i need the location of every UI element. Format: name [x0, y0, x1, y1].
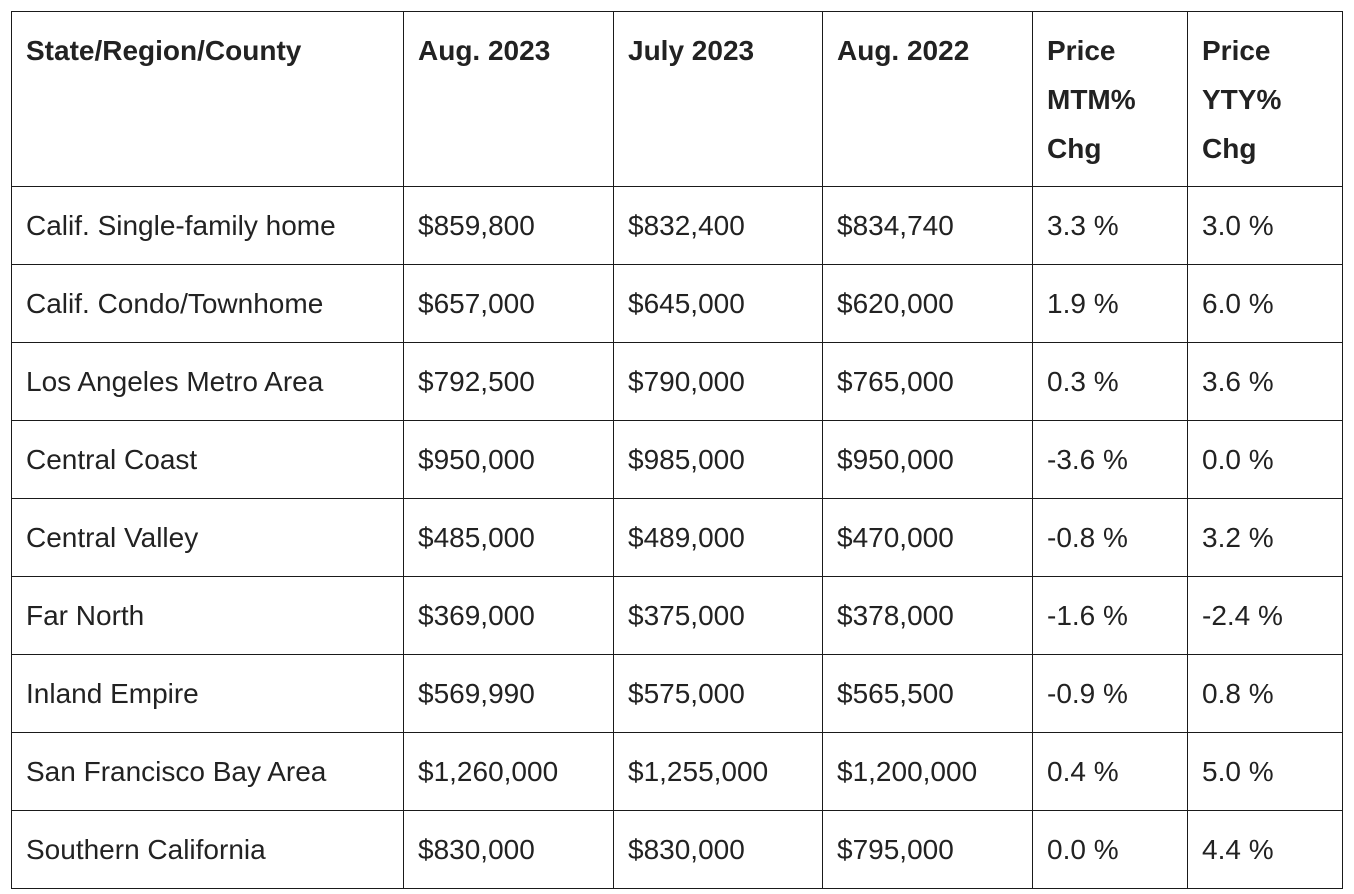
aug-2023-cell: $569,990	[404, 655, 614, 733]
header-july-2023: July 2023	[614, 12, 823, 187]
table-row	[12, 811, 1343, 889]
yty-change-cell: 0.0 %	[1188, 421, 1343, 499]
header-region: State/Region/County	[12, 12, 404, 187]
aug-2022-cell: $378,000	[823, 577, 1033, 655]
table-row	[12, 187, 1343, 265]
aug-2022-cell: $834,740	[823, 187, 1033, 265]
table-header-row	[12, 12, 1343, 187]
region-cell: Southern California	[12, 811, 404, 889]
aug-2022-cell: $620,000	[823, 265, 1033, 343]
aug-2023-cell: $485,000	[404, 499, 614, 577]
aug-2022-cell: $1,200,000	[823, 733, 1033, 811]
aug-2023-cell: $792,500	[404, 343, 614, 421]
aug-2023-cell: $657,000	[404, 265, 614, 343]
header-aug-2022: Aug. 2022	[823, 12, 1033, 187]
aug-2022-cell: $795,000	[823, 811, 1033, 889]
july-2023-cell: $375,000	[614, 577, 823, 655]
aug-2023-cell: $859,800	[404, 187, 614, 265]
header-mtm-change	[1033, 12, 1188, 187]
median-price-table	[11, 11, 1343, 889]
header-aug-2023: Aug. 2023	[404, 12, 614, 187]
region-cell: Calif. Single-family home	[12, 187, 404, 265]
header-mtm-change-text: Price MTM% Chg	[1047, 35, 1136, 164]
region-cell: Calif. Condo/Townhome	[12, 265, 404, 343]
mtm-change-cell: 0.3 %	[1033, 343, 1188, 421]
aug-2022-cell: $470,000	[823, 499, 1033, 577]
table-row	[12, 733, 1343, 811]
july-2023-cell: $790,000	[614, 343, 823, 421]
table-body	[12, 187, 1343, 889]
table-row	[12, 421, 1343, 499]
mtm-change-cell: -0.9 %	[1033, 655, 1188, 733]
aug-2022-cell: $765,000	[823, 343, 1033, 421]
july-2023-cell: $575,000	[614, 655, 823, 733]
mtm-change-cell: 0.0 %	[1033, 811, 1188, 889]
table-row	[12, 499, 1343, 577]
mtm-change-cell: 3.3 %	[1033, 187, 1188, 265]
yty-change-cell: 3.0 %	[1188, 187, 1343, 265]
region-cell: Central Coast	[12, 421, 404, 499]
region-cell: Los Angeles Metro Area	[12, 343, 404, 421]
july-2023-cell: $1,255,000	[614, 733, 823, 811]
table-row	[12, 577, 1343, 655]
mtm-change-cell: 1.9 %	[1033, 265, 1188, 343]
yty-change-cell: 0.8 %	[1188, 655, 1343, 733]
aug-2023-cell: $1,260,000	[404, 733, 614, 811]
yty-change-cell: -2.4 %	[1188, 577, 1343, 655]
price-table-container	[11, 11, 1342, 889]
aug-2022-cell: $950,000	[823, 421, 1033, 499]
region-cell: Central Valley	[12, 499, 404, 577]
july-2023-cell: $985,000	[614, 421, 823, 499]
region-cell: Inland Empire	[12, 655, 404, 733]
mtm-change-cell: -1.6 %	[1033, 577, 1188, 655]
mtm-change-cell: 0.4 %	[1033, 733, 1188, 811]
yty-change-cell: 4.4 %	[1188, 811, 1343, 889]
july-2023-cell: $830,000	[614, 811, 823, 889]
header-yty-change	[1188, 12, 1343, 187]
yty-change-cell: 3.6 %	[1188, 343, 1343, 421]
region-cell: Far North	[12, 577, 404, 655]
july-2023-cell: $489,000	[614, 499, 823, 577]
table-row	[12, 655, 1343, 733]
july-2023-cell: $832,400	[614, 187, 823, 265]
header-yty-change-text: Price YTY% Chg	[1202, 35, 1282, 164]
yty-change-cell: 3.2 %	[1188, 499, 1343, 577]
table-row	[12, 343, 1343, 421]
mtm-change-cell: -3.6 %	[1033, 421, 1188, 499]
aug-2023-cell: $830,000	[404, 811, 614, 889]
aug-2022-cell: $565,500	[823, 655, 1033, 733]
table-row	[12, 265, 1343, 343]
july-2023-cell: $645,000	[614, 265, 823, 343]
region-cell: San Francisco Bay Area	[12, 733, 404, 811]
yty-change-cell: 6.0 %	[1188, 265, 1343, 343]
aug-2023-cell: $950,000	[404, 421, 614, 499]
aug-2023-cell: $369,000	[404, 577, 614, 655]
yty-change-cell: 5.0 %	[1188, 733, 1343, 811]
mtm-change-cell: -0.8 %	[1033, 499, 1188, 577]
